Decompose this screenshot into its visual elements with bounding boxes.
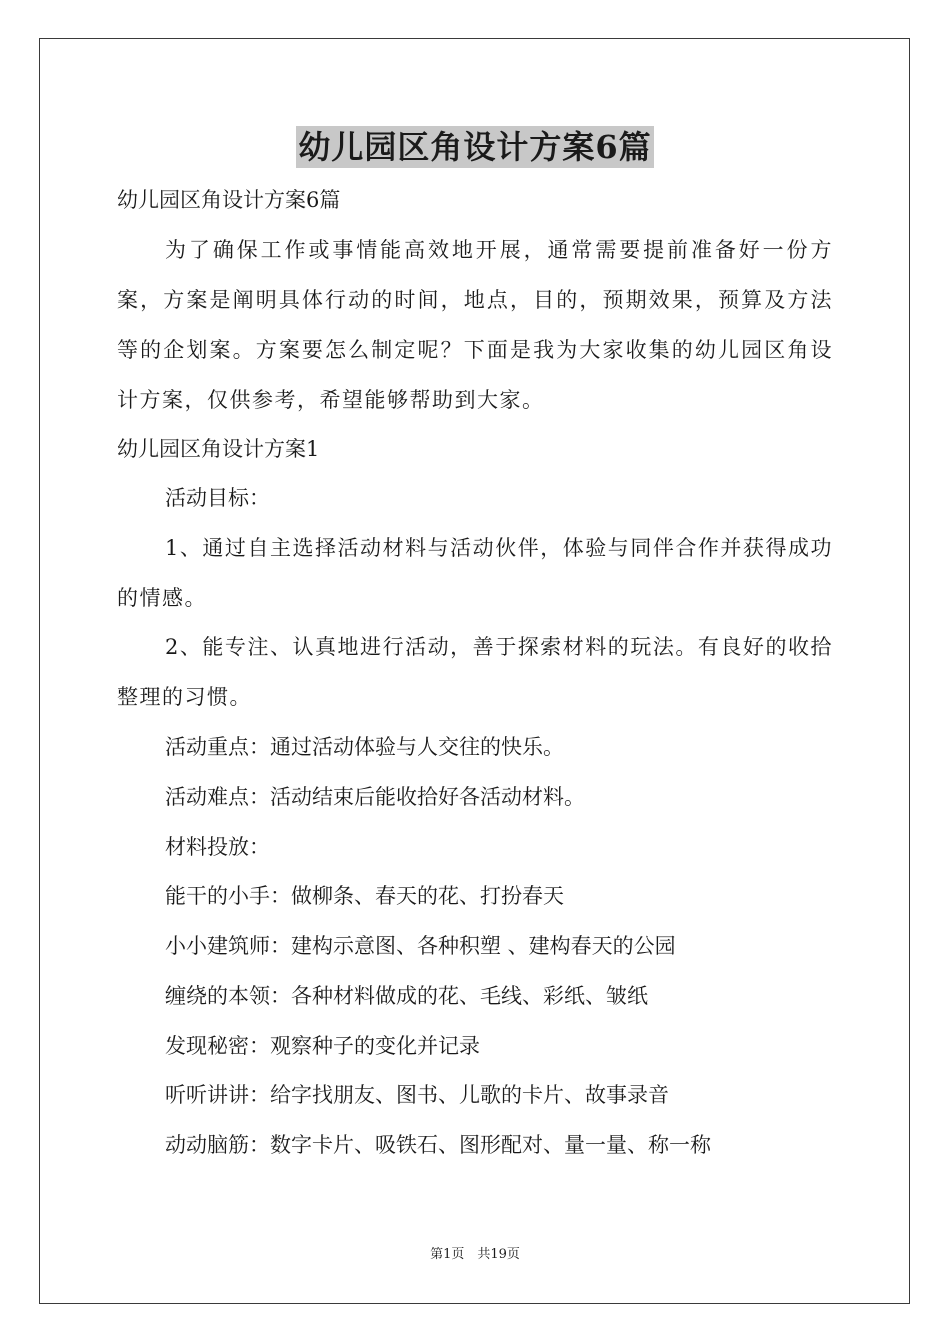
material-item: 听听讲讲：给字找朋友、图书、儿歌的卡片、故事录音 <box>165 1083 669 1107</box>
material-item: 动动脑筋：数字卡片、吸铁石、图形配对、量一量、称一称 <box>165 1133 711 1157</box>
materials-label: 材料投放： <box>165 835 270 859</box>
goal-item-1: 1、通过自主选择活动材料与活动伙伴，体验与同伴合作并获得成功的情感。 <box>117 536 833 610</box>
title-container <box>117 126 833 168</box>
material-item: 缠绕的本领：各种材料做成的花、毛线、彩纸、皱纸 <box>165 984 648 1008</box>
material-item: 小小建筑师：建构示意图、各种积塑 、建构春天的公园 <box>165 934 676 958</box>
difficulty-point: 活动难点：活动结束后能收拾好各活动材料。 <box>165 785 585 809</box>
material-item: 发现秘密：观察种子的变化并记录 <box>165 1034 480 1058</box>
document-title: 幼儿园区角设计方案6篇 <box>298 128 652 166</box>
page-footer: 第1页 共19页 <box>430 1247 520 1262</box>
material-item: 能干的小手：做柳条、春天的花、打扮春天 <box>165 884 564 908</box>
key-point: 活动重点：通过活动体验与人交往的快乐。 <box>165 735 564 759</box>
goal-item-2: 2、能专注、认真地进行活动，善于探索材料的玩法。有良好的收拾整理的习惯。 <box>117 635 833 709</box>
intro-paragraph: 为了确保工作或事情能高效地开展，通常需要提前准备好一份方案，方案是阐明具体行动的时间，地点，目的，预期效果，预算及方法等的企划案。方案要怎么制定呢？下面是我为大家收集的幼儿园区角设计方案，仅供参考，希望能够帮助到大家。 <box>117 238 833 412</box>
document-subtitle: 幼儿园区角设计方案6篇 <box>117 188 341 212</box>
section-heading: 幼儿园区角设计方案1 <box>117 437 320 461</box>
goal-label: 活动目标： <box>165 486 270 510</box>
